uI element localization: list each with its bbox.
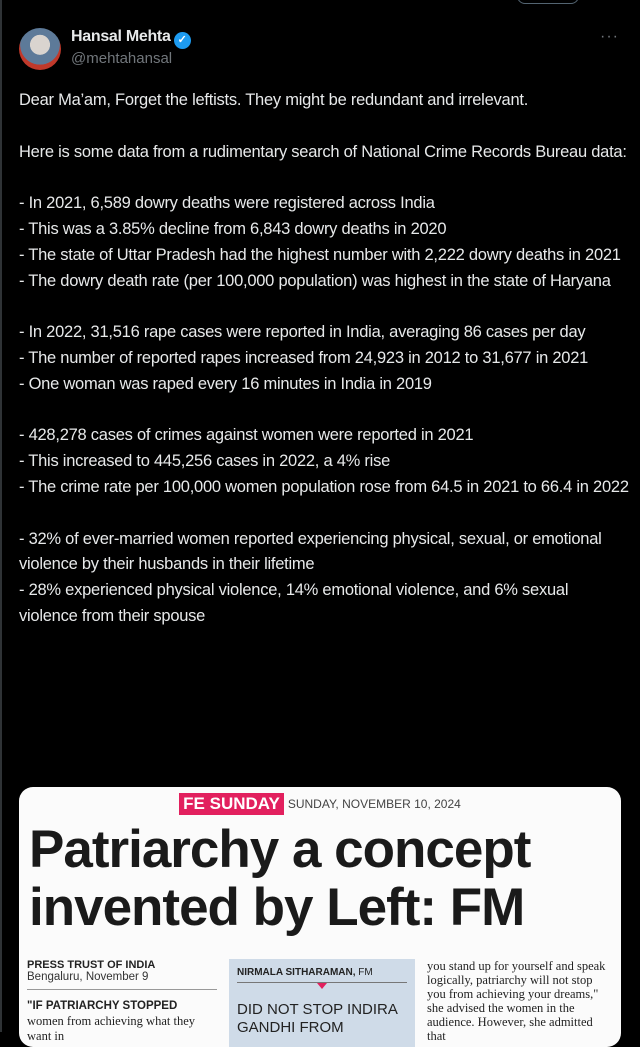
tweet-line: - The number of reported rapes increased from 24,923 in 2012 to 31,677 in 2021	[19, 348, 589, 367]
tweet-line: - 28% experienced physical violence, 14% emotional violence, and 6% sexual violence from their spouse	[19, 581, 569, 625]
tweet-line	[19, 501, 629, 527]
headline-line: invented by Left: FM	[29, 878, 525, 937]
tweet-line	[19, 294, 629, 320]
tweet-header	[19, 26, 621, 70]
author-name[interactable]: Hansal Mehta ✓	[71, 28, 191, 49]
headline-line: Patriarchy a concept	[29, 820, 531, 879]
tweet-text	[19, 88, 629, 630]
dateline: Bengaluru, November 9	[27, 971, 217, 990]
tweet-line: - The dowry death rate (per 100,000 population) was highest in the state of Haryana	[19, 271, 611, 290]
tweet-line: - 32% of ever-married women reported experiencing physical, sexual, or emotional violence by their husbands in their lifetime	[19, 529, 602, 574]
pull-quote-box	[229, 959, 415, 1047]
tweet-line	[19, 398, 629, 424]
article-column-3: you stand up for yourself and speak logically, patriarchy will not stop you from achieving your dreams," she advised the women in the audience. However, she admitted that	[427, 959, 606, 1043]
tweet-line: - In 2022, 31,516 rape cases were reported in India, averaging 86 cases per day	[19, 323, 586, 342]
timeline-border	[0, 0, 2, 1032]
top-button[interactable]	[517, 0, 579, 4]
tweet-line: - This was a 3.85% decline from 6,843 dowry deaths in 2020	[19, 219, 447, 238]
article-column-1	[27, 959, 217, 1044]
verified-badge-icon: ✓	[174, 32, 191, 49]
tweet-line	[19, 165, 629, 191]
tweet-line: - The state of Uttar Pradesh had the highest number with 2,222 dowry deaths in 2021	[19, 245, 621, 264]
pointer-icon	[317, 983, 327, 989]
section-label: FE SUNDAY	[179, 793, 284, 815]
tweet-line: - This increased to 445,256 cases in 2022, a 4% rise	[19, 452, 391, 471]
tweet-line: - The crime rate per 100,000 women population rose from 64.5 in 2021 to 66.4 in 2022	[19, 477, 629, 496]
tweet-line: Dear Ma’am, Forget the leftists. They might be redundant and irrelevant.	[19, 91, 529, 109]
attached-image-newspaper-clipping[interactable]	[19, 787, 621, 1047]
masthead	[19, 793, 621, 815]
tweet-line: - 428,278 cases of crimes against women were reported in 2021	[19, 426, 474, 445]
tweet-line	[19, 114, 629, 140]
issue-date: SUNDAY, NOVEMBER 10, 2024	[287, 797, 461, 811]
tweet-line: - One woman was raped every 16 minutes in India in 2019	[19, 374, 432, 393]
more-horizontal-icon[interactable]: ···	[600, 28, 619, 45]
lead-paragraph: "IF PATRIARCHY STOPPED women from achieving what they want in	[27, 1000, 196, 1043]
avatar[interactable]	[19, 28, 61, 70]
author-handle[interactable]: @mehtahansal	[71, 50, 173, 67]
quote-attribution: NIRMALA SITHARAMAN, FM	[237, 967, 407, 983]
pull-quote: DID NOT STOP INDIRA GANDHI FROM	[237, 1001, 398, 1036]
tweet-line: - In 2021, 6,589 dowry deaths were registered across India	[19, 194, 435, 213]
headline	[29, 821, 530, 937]
agency: PRESS TRUST OF INDIA	[27, 959, 156, 971]
tweet-line: Here is some data from a rudimentary search of National Crime Records Bureau data:	[19, 142, 627, 161]
